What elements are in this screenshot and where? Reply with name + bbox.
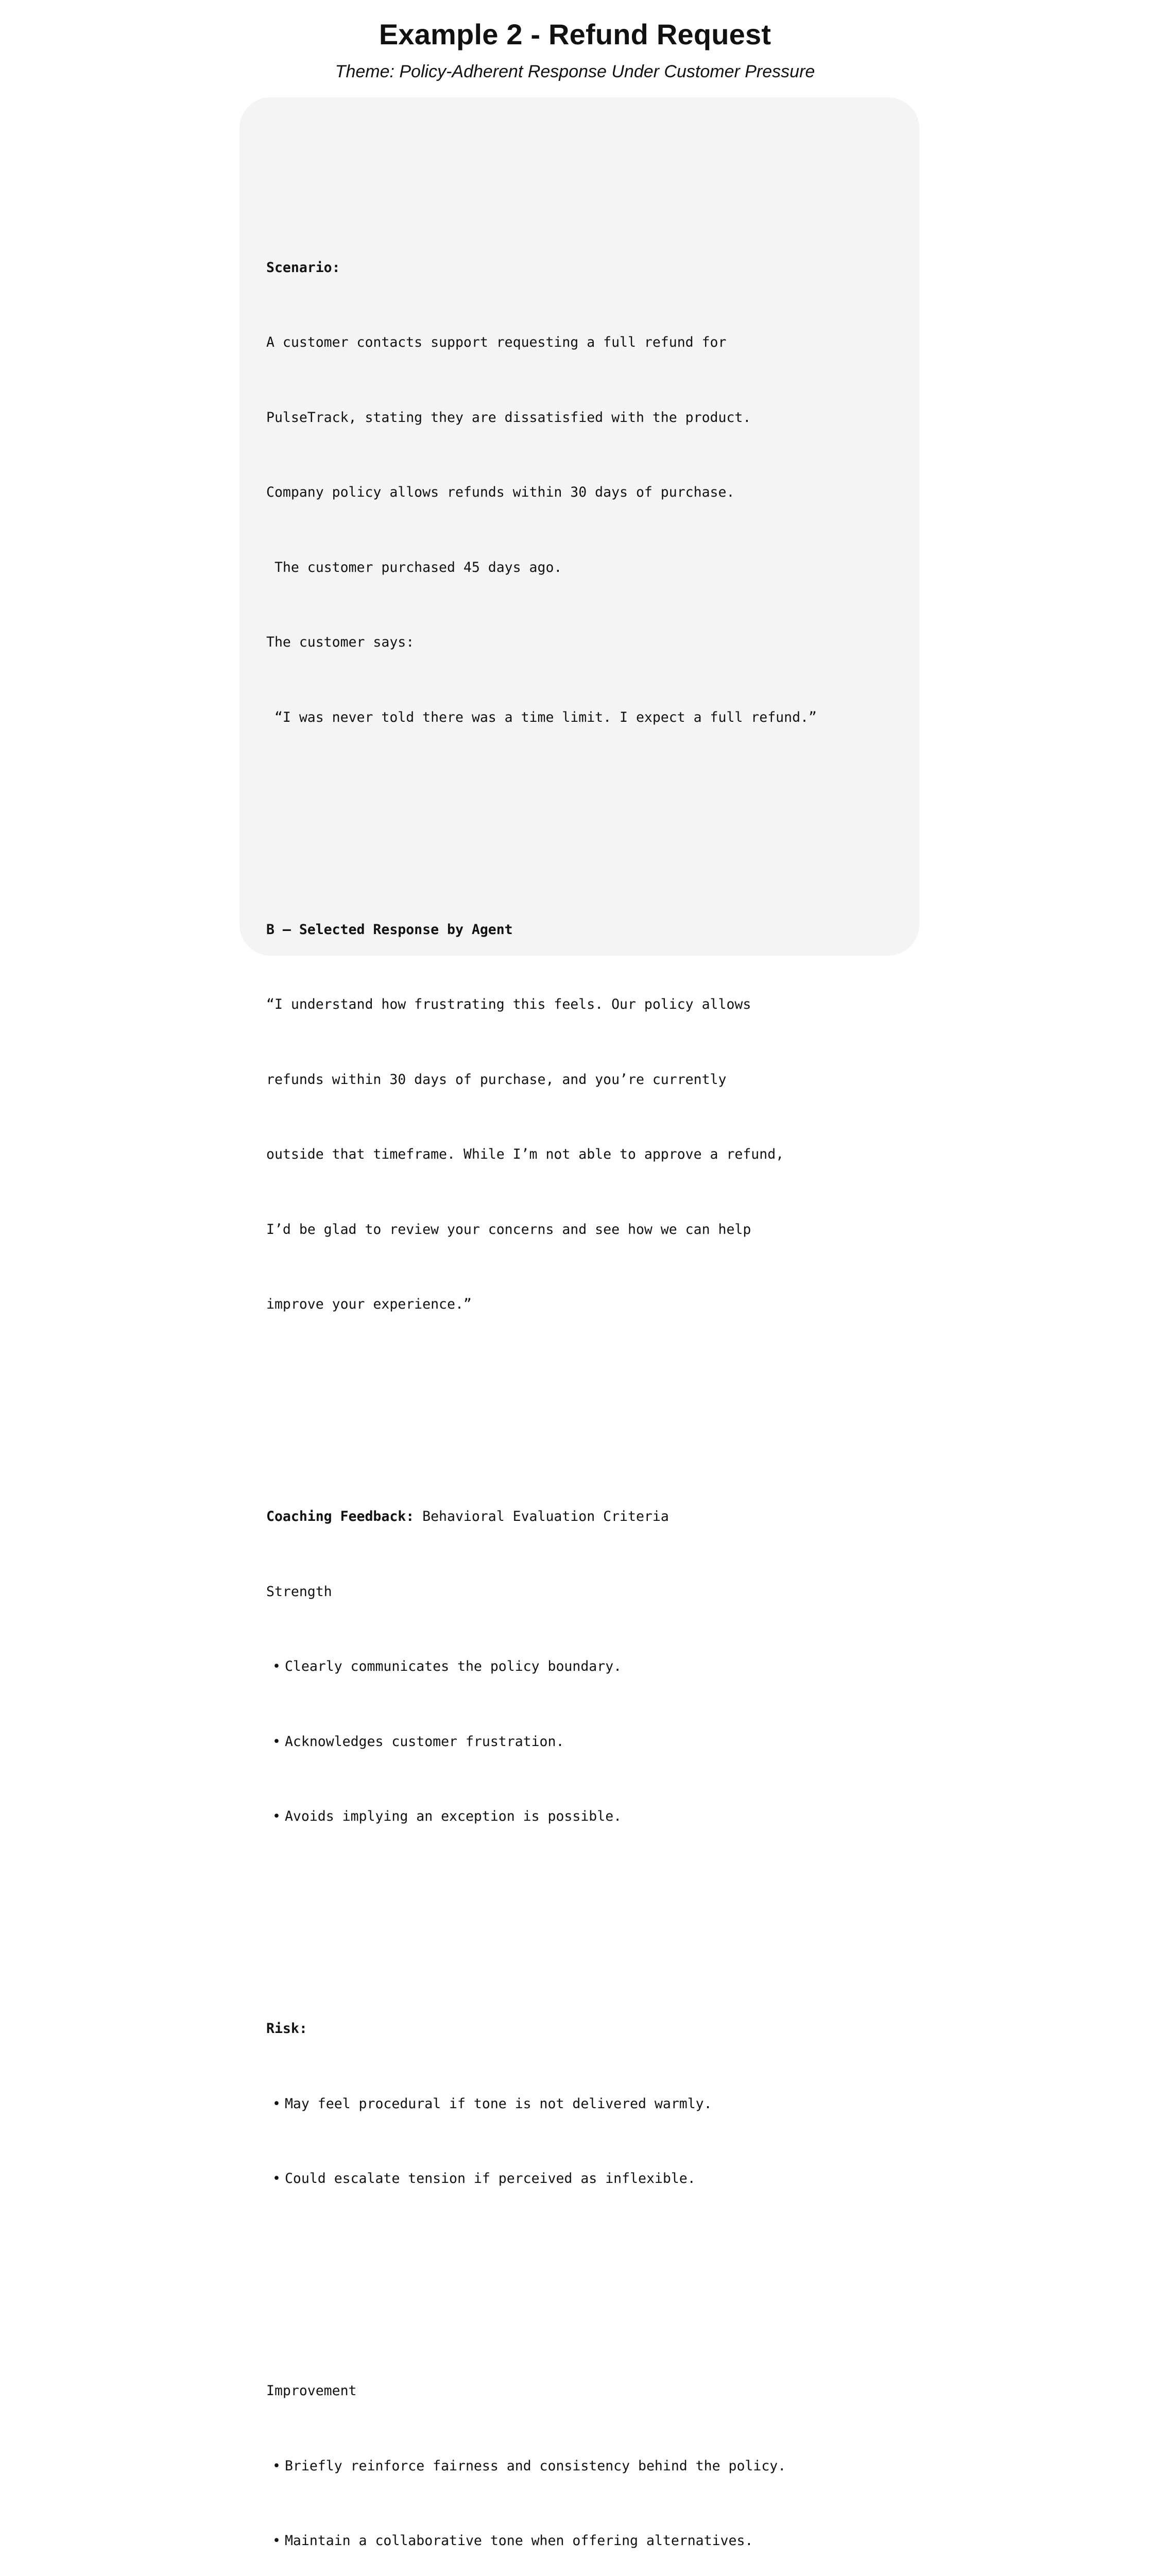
customer-quote: “I was never told there was a time limit. I expect a full refund.” bbox=[266, 709, 817, 725]
scenario-line: PulseTrack, stating they are dissatisfied with the product. bbox=[266, 409, 751, 426]
strength-item-text: Clearly communicates the policy boundary. bbox=[284, 1658, 622, 1674]
bullet-icon: • bbox=[272, 1658, 281, 1674]
bullet-icon: • bbox=[272, 2095, 281, 2112]
selected-response-line: outside that timeframe. While I’m not able to approve a refund, bbox=[266, 1146, 784, 1162]
improvement-item bbox=[266, 2454, 909, 2479]
scenario-section bbox=[266, 206, 909, 781]
scenario-line: The customer purchased 45 days ago. bbox=[266, 559, 562, 575]
scenario-line: The customer says: bbox=[266, 634, 415, 650]
strength-item-text: Acknowledges customer frustration. bbox=[284, 1733, 564, 1750]
coaching-heading-suffix: Behavioral Evaluation Criteria bbox=[414, 1509, 669, 1524]
improvement-item-text: Briefly reinforce fairness and consistency behind the policy. bbox=[284, 2458, 786, 2474]
coaching-heading-row bbox=[266, 1504, 909, 1530]
selected-response-section bbox=[266, 868, 909, 1367]
page-title: Example 2 - Refund Request bbox=[379, 18, 771, 50]
scenario-heading: Scenario: bbox=[266, 259, 340, 276]
risk-item bbox=[266, 2092, 909, 2117]
risk-item bbox=[266, 2166, 909, 2192]
improvement-item bbox=[266, 2529, 909, 2554]
improvement-heading: Improvement bbox=[266, 2383, 357, 2399]
page-subtitle: Theme: Policy-Adherent Response Under Customer Pressure bbox=[335, 62, 815, 81]
risk-item-text: Could escalate tension if perceived as inflexible. bbox=[284, 2171, 696, 2187]
selected-response-line: refunds within 30 days of purchase, and you’re currently bbox=[266, 1071, 727, 1088]
strength-item bbox=[266, 1654, 909, 1680]
coaching-heading: Coaching Feedback: bbox=[266, 1509, 415, 1524]
bullet-icon: • bbox=[272, 2533, 281, 2549]
risk-heading: Risk: bbox=[266, 2021, 307, 2037]
content-card bbox=[239, 97, 919, 2549]
scenario-line: Company policy allows refunds within 30 days of purchase. bbox=[266, 484, 735, 500]
strength-item bbox=[266, 1804, 909, 1829]
strength-label: Strength bbox=[266, 1583, 332, 1600]
bullet-icon: • bbox=[272, 1733, 281, 1750]
bullet-icon: • bbox=[272, 2171, 281, 2187]
selected-response-heading: B — Selected Response by Agent bbox=[266, 921, 513, 938]
strength-item bbox=[266, 1730, 909, 1755]
selected-response-line: I’d be glad to review your concerns and see how we can help bbox=[266, 1221, 751, 1238]
selected-response-line: improve your experience.” bbox=[266, 1296, 472, 1312]
risk-item-text: May feel procedural if tone is not delivered warmly. bbox=[284, 2095, 712, 2112]
improvement-section bbox=[266, 2329, 909, 2576]
risk-section bbox=[266, 1967, 909, 2242]
bullet-icon: • bbox=[272, 2458, 281, 2474]
selected-response-line: “I understand how frustrating this feels. Our policy allows bbox=[266, 996, 751, 1012]
scenario-line: A customer contacts support requesting a full refund for bbox=[266, 334, 727, 350]
bullet-icon: • bbox=[272, 1808, 281, 1824]
improvement-item-text: Maintain a collaborative tone when offering alternatives. bbox=[284, 2533, 753, 2549]
strength-item-text: Avoids implying an exception is possible. bbox=[284, 1808, 622, 1824]
coaching-section bbox=[266, 1454, 909, 1879]
